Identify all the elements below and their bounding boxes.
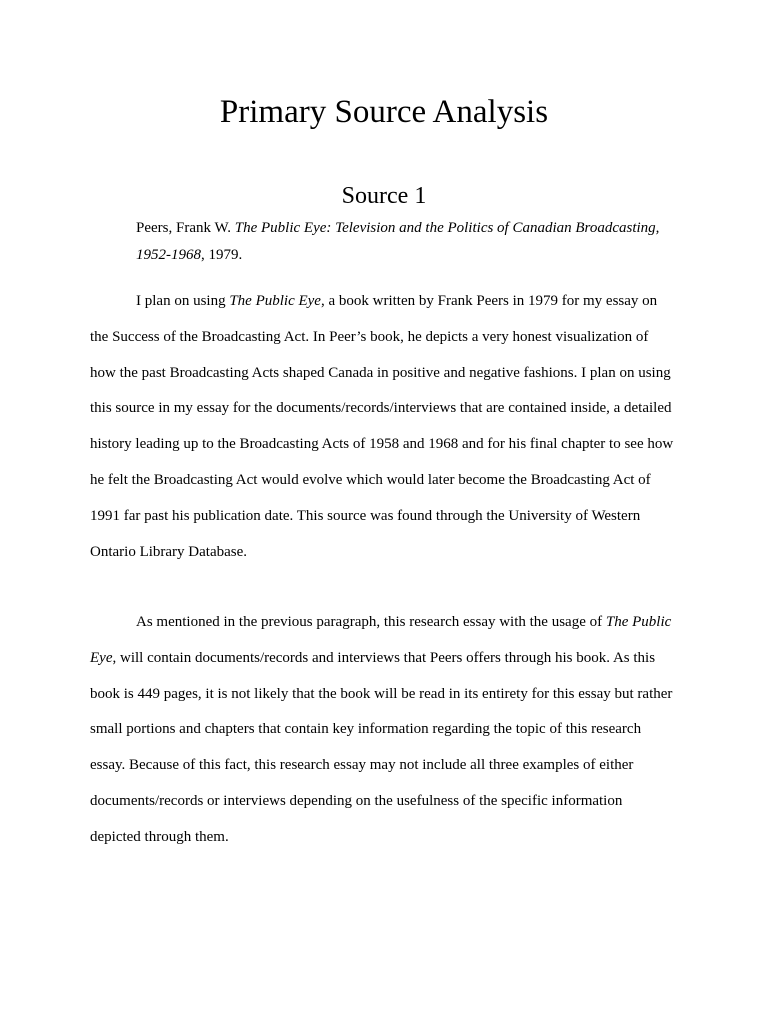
source-heading: Source 1 xyxy=(341,183,427,209)
paragraph-2-book-title-end: Eye xyxy=(90,649,113,666)
paragraph-2-line-4: small portions and chapters that contain key information regarding the topic of this research xyxy=(90,721,642,738)
paragraph-2-book-title-start: The Public xyxy=(605,614,672,630)
paragraph-1-line-7: 1991 far past his publication date. This source was found through the University of Western xyxy=(90,507,641,524)
paragraph-1-line-3: how the past Broadcasting Acts shaped Canada in positive and negative fashions. I plan on using xyxy=(90,364,671,381)
page-title: Primary Source Analysis xyxy=(219,94,549,130)
citation-book-title: The Public Eye: Television and the Politics of Canadian Broadcasting, xyxy=(234,220,660,236)
citation-publication-year: , 1979. xyxy=(201,247,243,263)
paragraph-1-line-8: Ontario Library Database. xyxy=(90,543,248,560)
paragraph-2-line-1 xyxy=(90,605,682,641)
paragraph-2 xyxy=(90,605,682,856)
paragraph-2-line-6: documents/records or interviews depending on the usefulness of the specific information xyxy=(90,792,623,809)
paragraph-2-text-continued: , will contain documents/records and interviews that Peers offers through his book. As this xyxy=(112,649,656,666)
paragraph-1-line-2: the Success of the Broadcasting Act. In Peer’s book, he depicts a very honest visualization of xyxy=(90,328,649,345)
paragraph-2-line-7: depicted through them. xyxy=(90,828,229,845)
paragraph-1-line-6: he felt the Broadcasting Act would evolve which would later become the Broadcasting Act of xyxy=(90,471,651,488)
paragraph-2-text-start: As mentioned in the previous paragraph, this research essay with the usage of xyxy=(136,614,606,630)
paragraph-2-line-3: book is 449 pages, it is not likely that the book will be read in its entirety for this essay but rather xyxy=(90,685,673,702)
paragraph-2-line-2 xyxy=(90,641,682,677)
citation-line-1 xyxy=(136,215,696,242)
paragraph-1 xyxy=(90,284,682,570)
paragraph-1-text-continued: , a book written by Frank Peers in 1979 for my essay on xyxy=(320,293,658,309)
paragraph-1-line-1 xyxy=(90,284,682,320)
paragraph-1-book-title: The Public Eye xyxy=(229,293,321,309)
citation-book-years: 1952-1968 xyxy=(136,247,201,263)
citation-line-2 xyxy=(136,242,696,269)
paragraph-1-line-5: history leading up to the Broadcasting Acts of 1958 and 1968 and for his final chapter to see how xyxy=(90,436,674,453)
paragraph-2-line-5: essay. Because of this fact, this research essay may not include all three examples of either xyxy=(90,757,634,774)
paragraph-1-line-4: this source in my essay for the documents/records/interviews that are contained inside, a detailed xyxy=(90,400,672,417)
paragraph-1-text-start: I plan on using xyxy=(136,293,230,309)
citation-author: Peers, Frank W. xyxy=(136,220,235,236)
citation xyxy=(136,215,696,269)
